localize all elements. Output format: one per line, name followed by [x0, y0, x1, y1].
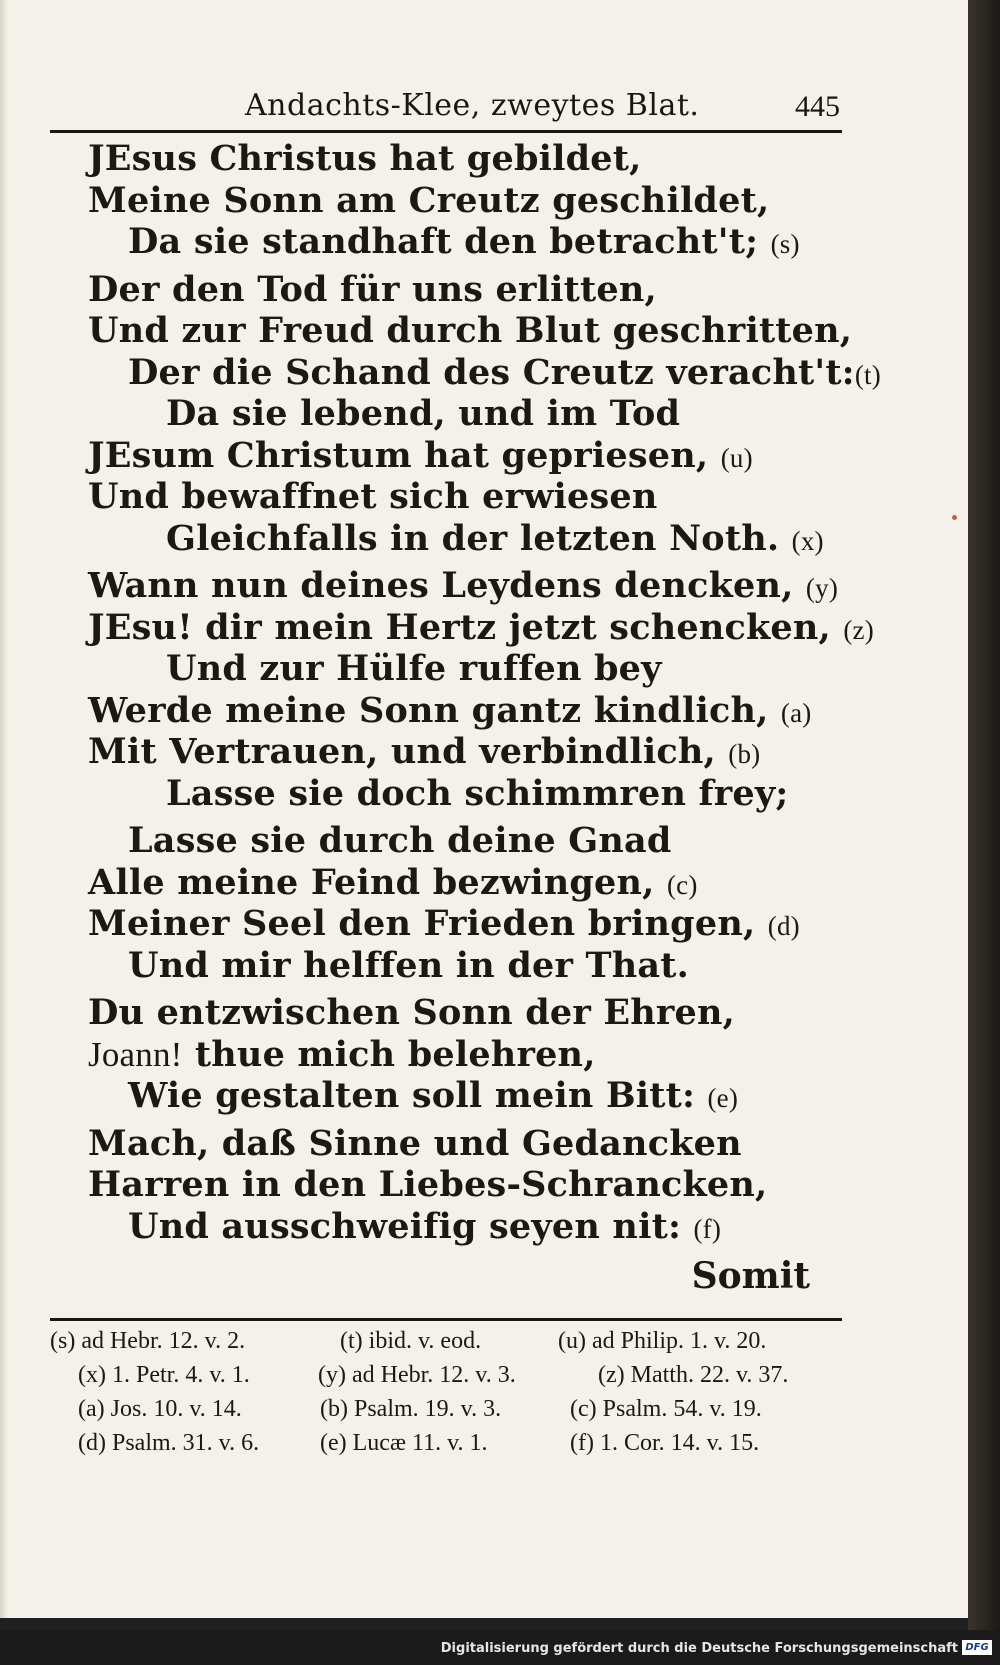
footnote-ref: (y)	[805, 573, 839, 603]
verse-line: Harren in den Liebes-Schrancken,	[88, 1164, 768, 1205]
verse-line: JEsus Christus hat gebildet,	[88, 138, 642, 179]
verse-line: JEsum Christum hat gepriesen, (u)	[88, 434, 753, 476]
footnote: (s) ad Hebr. 12. v. 2.	[50, 1328, 246, 1354]
book-edge	[968, 0, 1000, 1630]
verse-line: Wie gestalten soll mein Bitt: (e)	[128, 1075, 739, 1116]
verse-line: Der den Tod für uns erlitten,	[88, 268, 657, 310]
footnote: (b) Psalm. 19. v. 3.	[320, 1396, 502, 1422]
footnote: (t) ibid. v. eod.	[340, 1328, 482, 1354]
verse-line: Und zur Freud durch Blut geschritten,	[88, 310, 853, 351]
footnote-ref: (a)	[780, 697, 812, 728]
verse-line: Meiner Seel den Frieden bringen, (d)	[88, 903, 800, 944]
page-gutter-shadow	[0, 0, 8, 1618]
verse-line: Der die Schand des Creutz veracht't:(t)	[128, 351, 881, 393]
footnote-ref: (u)	[720, 442, 753, 473]
footnote-ref: (f)	[693, 1213, 722, 1244]
verse-block	[88, 138, 881, 1247]
footnote: (y) ad Hebr. 12. v. 3.	[318, 1362, 516, 1388]
header-rule	[50, 130, 842, 133]
footnote: (e) Lucæ 11. v. 1.	[320, 1430, 488, 1456]
verse-line: Und zur Hülfe ruffen bey	[166, 648, 662, 689]
verse-line: Da sie lebend, und im Tod	[166, 393, 681, 434]
verse-line: JEsu! dir mein Hertz jetzt schencken, (z)	[88, 606, 874, 648]
footnote-row	[50, 1328, 850, 1362]
footnote: (x) 1. Petr. 4. v. 1.	[78, 1362, 250, 1388]
footnote: (c) Psalm. 54. v. 19.	[570, 1396, 762, 1422]
verse-line: Lasse sie durch deine Gnad	[128, 820, 672, 861]
verse-line: Mach, daß Sinne und Gedancken	[88, 1122, 742, 1164]
verse-line: Werde meine Sonn gantz kindlich, (a)	[88, 689, 812, 731]
footnote-ref: (b)	[728, 739, 761, 769]
verse-line: Du entzwischen Sonn der Ehren,	[88, 992, 736, 1033]
verse-line: Mit Vertrauen, und verbindlich, (b)	[88, 731, 761, 772]
footnote-ref: (e)	[707, 1083, 739, 1113]
verse-line: Da sie standhaft den betracht't; (s)	[128, 221, 800, 262]
page-number: 445	[795, 90, 840, 123]
catchword: Somit	[691, 1255, 810, 1297]
footnotes	[50, 1328, 850, 1464]
footnote: (u) ad Philip. 1. v. 20.	[558, 1328, 767, 1354]
footnote-ref: (z)	[843, 614, 874, 645]
digitization-credit: Digitalisierung gefördert durch die Deutsche Forschungsgemeinschaft	[440, 1641, 958, 1656]
footnote-row	[50, 1430, 850, 1464]
footnote-ref: (d)	[767, 911, 800, 941]
verse-line: Wann nun deines Leydens dencken, (y)	[88, 565, 839, 606]
verse-line: Gleichfalls in der letzten Noth. (x)	[166, 517, 824, 559]
footnote-ref: (t)	[854, 359, 881, 390]
verse-line: Meine Sonn am Creutz geschildet,	[88, 179, 770, 221]
dfg-logo: DFG	[962, 1640, 992, 1655]
footnote-row	[50, 1362, 850, 1396]
footnote-ref: (x)	[791, 525, 824, 556]
footnote-rule	[50, 1318, 842, 1321]
page-header	[55, 88, 840, 132]
verse-line: Und ausschweifig seyen nit: (f)	[128, 1205, 722, 1247]
running-head: Andachts-Klee, zweytes Blat.	[245, 88, 700, 123]
roman-name: Joann!	[88, 1034, 183, 1074]
footnote: (d) Psalm. 31. v. 6.	[78, 1430, 260, 1456]
verse-line: Alle meine Feind bezwingen, (c)	[88, 861, 698, 903]
verse-line: Und mir helffen in der That.	[128, 944, 690, 986]
footnote-ref: (s)	[770, 229, 800, 259]
footnote: (f) 1. Cor. 14. v. 15.	[570, 1430, 760, 1456]
footnote-ref: (c)	[666, 869, 698, 900]
footnote: (a) Jos. 10. v. 14.	[78, 1396, 242, 1422]
verse-line: Lasse sie doch schimmren frey;	[166, 772, 789, 814]
footnote: (z) Matth. 22. v. 37.	[598, 1362, 789, 1388]
verse-line: Joann! thue mich belehren,	[88, 1033, 596, 1075]
paper-speck	[952, 515, 957, 520]
footnote-row	[50, 1396, 850, 1430]
verse-line: Und bewaffnet sich erwiesen	[88, 476, 658, 517]
